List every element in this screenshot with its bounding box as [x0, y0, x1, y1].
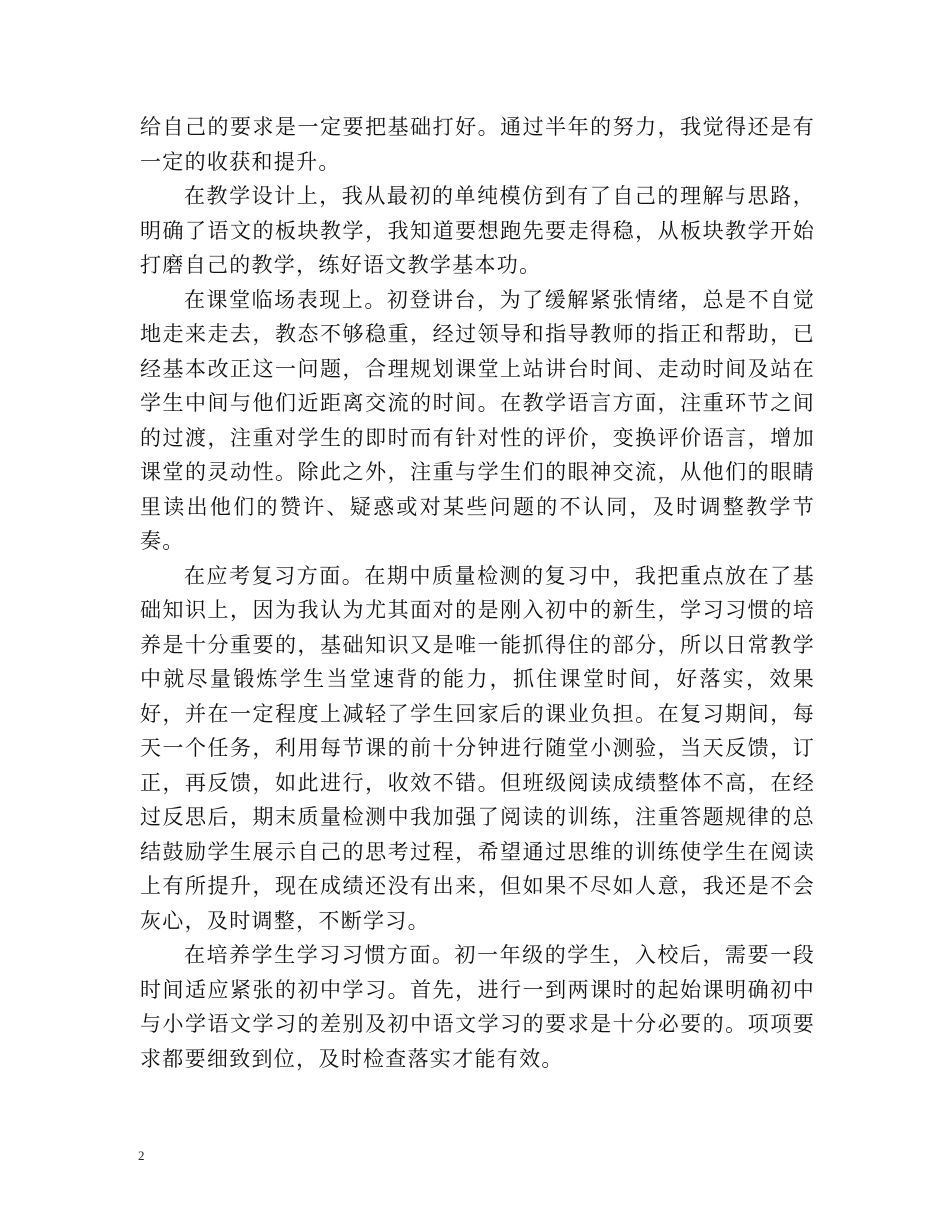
page-number: 2 [138, 1148, 145, 1163]
paragraph-exam-review: 在应考复习方面。在期中质量检测的复习中，我把重点放在了基础知识上，因为我认为尤其面对的是刚入初中的新生，学习习惯的培养是十分重要的，基础知识又是唯一能抓得住的部分，所以日常教学中就尽量锻炼学生当堂速背的能力，抓住课堂时间，好落实，效果好，并在一定程度上减轻了学生回家后的课业负担。在复习期间，每天一个任务，利用每节课的前十分钟进行随堂小测验，当天反馈，订正，再反馈，如此进行，收效不错。但班级阅读成绩整体不高，在经过反思后，期末质量检测中我加强了阅读的训练，注重答题规律的总结鼓励学生展示自己的思考过程，希望通过思维的训练使学生在阅读上有所提升，现在成绩还没有出来，但如果不尽如人意，我还是不会灰心，及时调整，不断学习。 [140, 563, 815, 933]
paragraph-study-habits: 在培养学生学习习惯方面。初一年级的学生，入校后，需要一段时间适应紧张的初中学习。首先，进行一到两课时的起始课明确初中与小学语文学习的差别及初中语文学习的要求是十分必要的。项项要求都要细致到位，及时检查落实才能有效。 [140, 943, 815, 1071]
page-body [140, 110, 815, 1076]
paragraph-teaching-design: 在教学设计上，我从最初的单纯模仿到有了自己的理解与思路，明确了语文的板块教学，我知道要想跑先要走得稳，从板块教学开始打磨自己的教学，练好语文教学基本功。 [140, 184, 815, 277]
paragraph-continuation: 给自己的要求是一定要把基础打好。通过半年的努力，我觉得还是有一定的收获和提升。 [140, 115, 815, 174]
paragraph-classroom-performance: 在课堂临场表现上。初登讲台，为了缓解紧张情绪，总是不自觉地走来走去，教态不够稳重，经过领导和指导教师的指正和帮助，已经基本改正这一问题，合理规划课堂上站讲台时间、走动时间及站在学生中间与他们近距离交流的时间。在教学语言方面，注重环节之间的过渡，注重对学生的即时而有针对性的评价，变换评价语言，增加课堂的灵动性。除此之外，注重与学生们的眼神交流，从他们的眼睛里读出他们的赞许、疑惑或对某些问题的不认同，及时调整教学节奏。 [140, 287, 815, 553]
